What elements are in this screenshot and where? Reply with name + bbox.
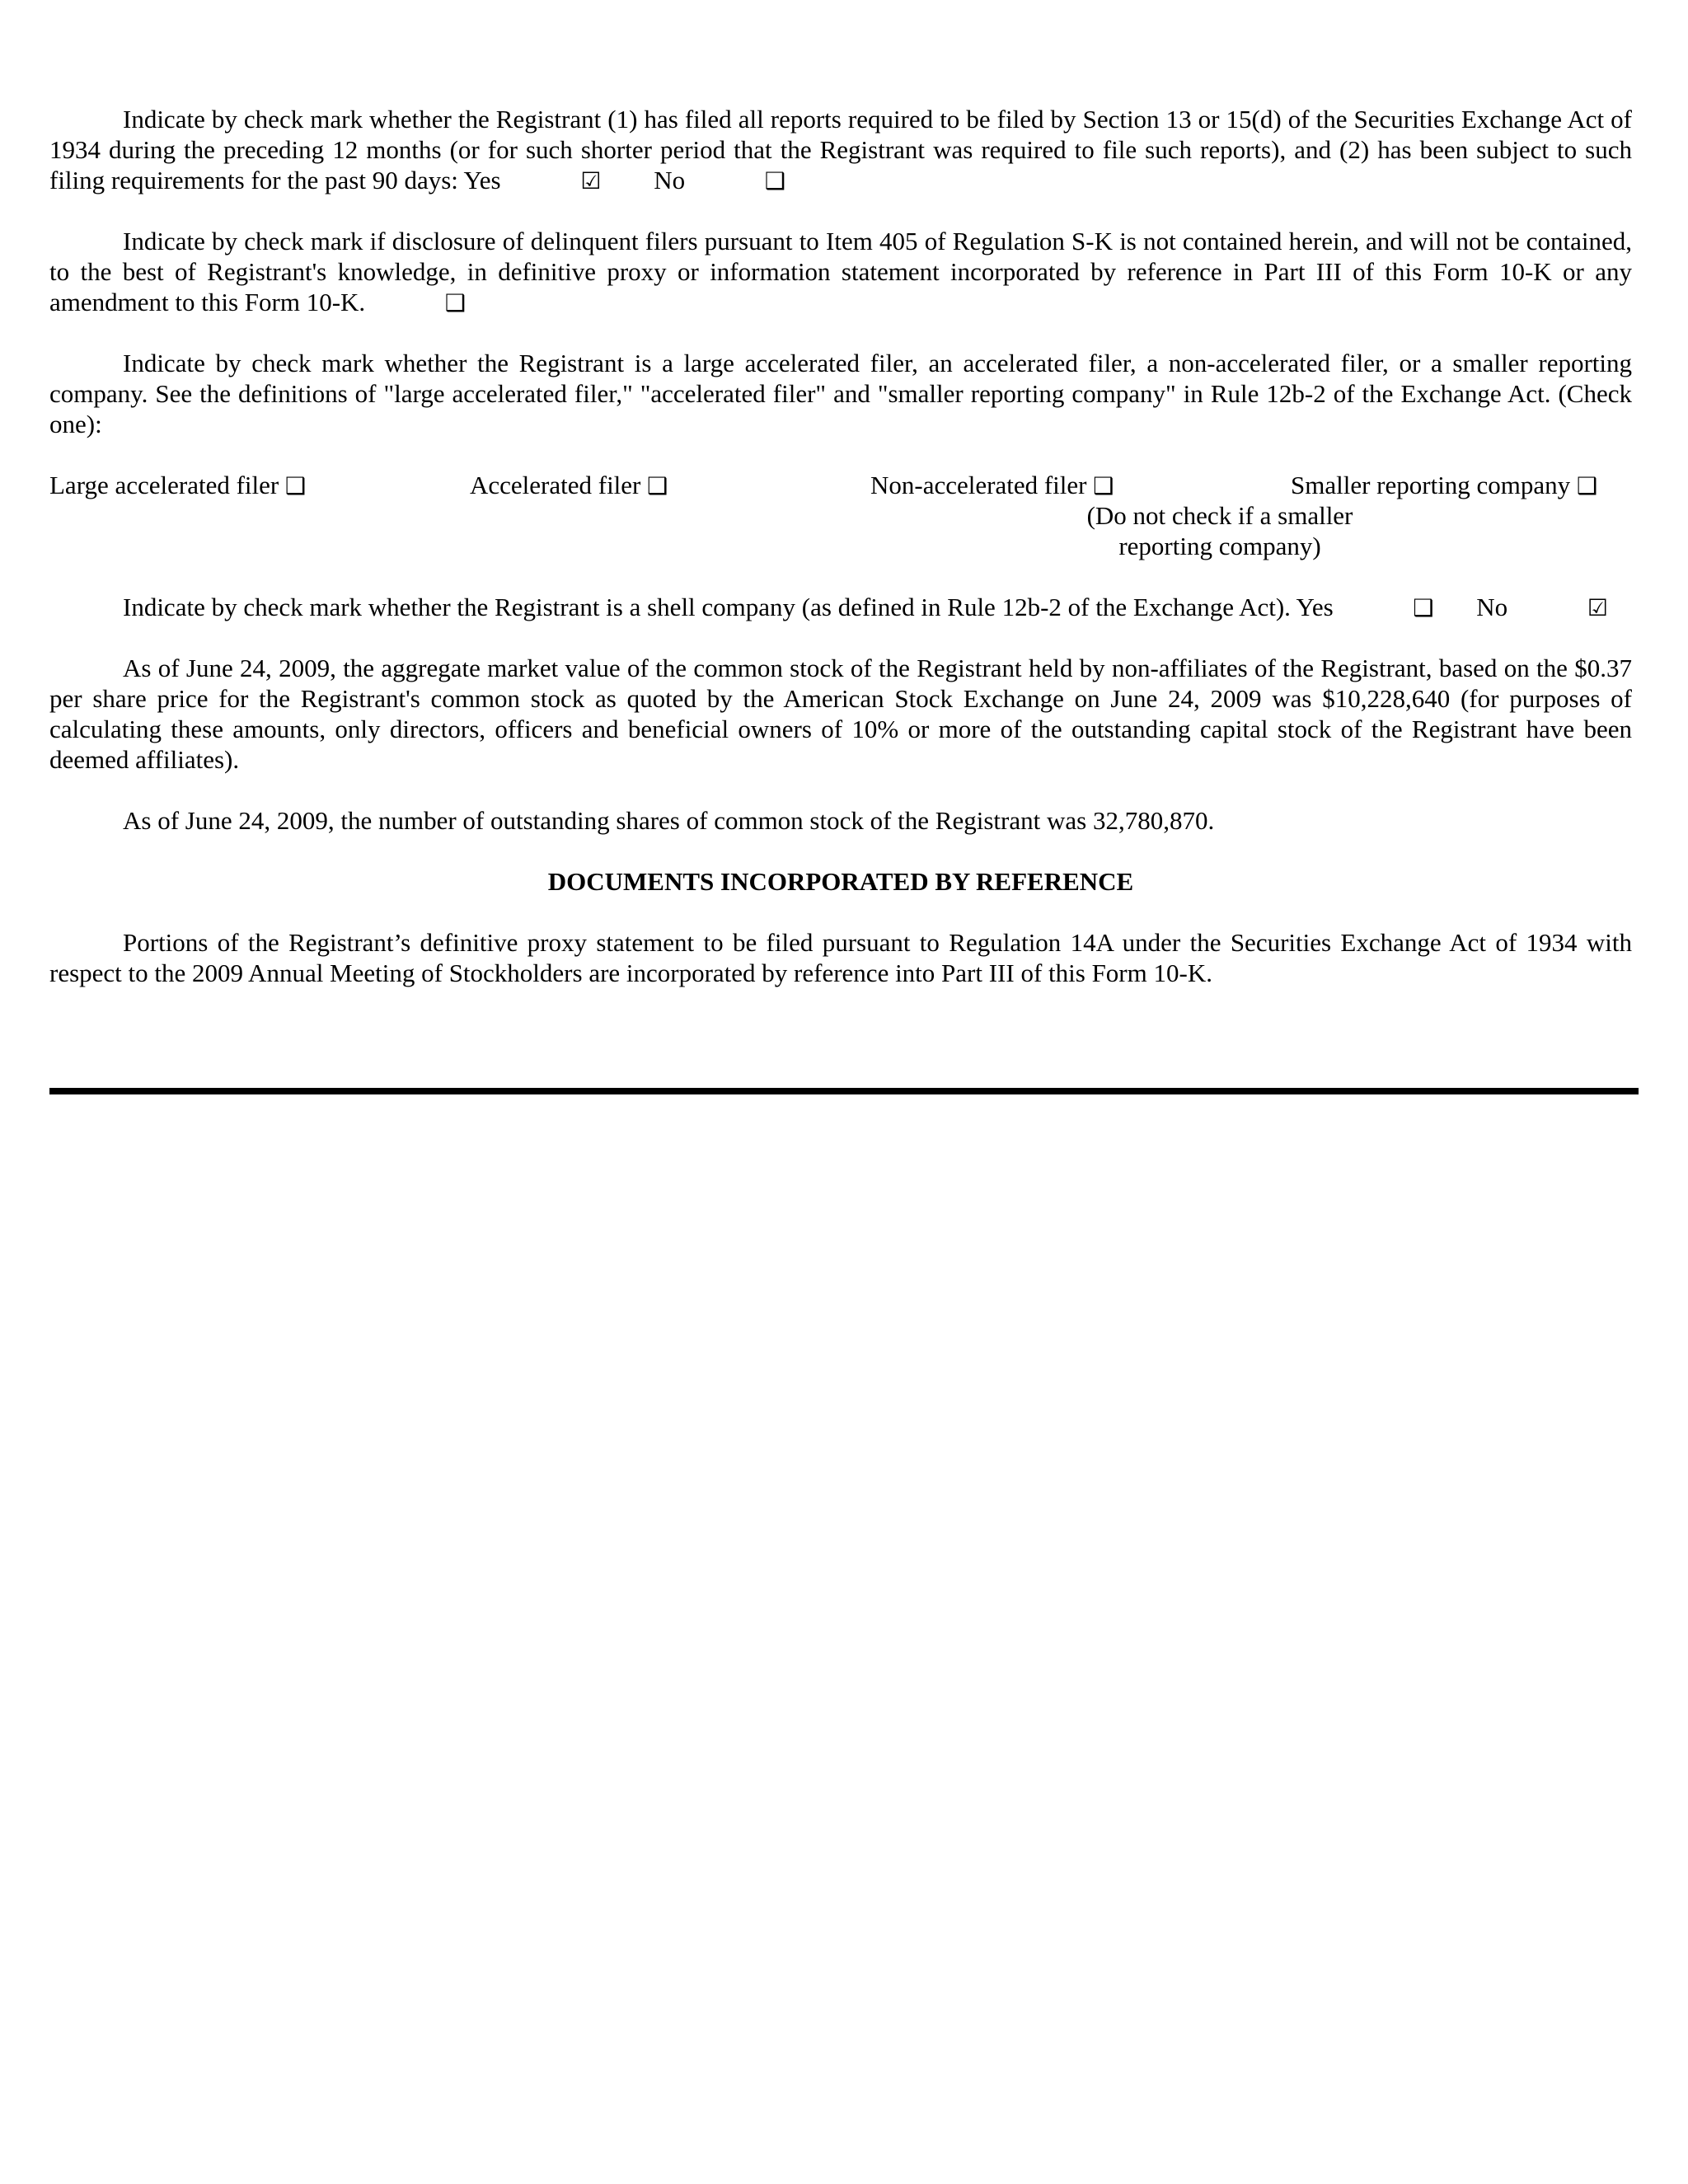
reports-filed-no-checkbox-icon[interactable]: ❑ bbox=[764, 167, 785, 194]
large-accelerated-filer-checkbox-icon[interactable]: ❑ bbox=[284, 472, 307, 499]
shell-company-no-checkbox-icon[interactable]: ☑ bbox=[1587, 594, 1608, 621]
filer-status-options bbox=[49, 470, 1632, 561]
outstanding-shares-paragraph bbox=[49, 805, 1632, 836]
market-value-text: As of June 24, 2009, the aggregate market value of the common stock of the Registrant held by non-affiliates of the Registrant, based on the $0.37 per share price for the Registrant's common stock as quoted by the American Stock Exchange on June 24, 2009 was $10,228,640 (for purposes of calculating these amounts, only directors, officers and beneficial owners of 10% or more of the outstanding capital stock of the Registrant have been deemed affiliates). bbox=[49, 654, 1632, 774]
reports-filed-text: Indicate by check mark whether the Registrant (1) has filed all reports required to be filed by Section 13 or 15(d) of the Securities Exchange Act of 1934 during the preceding 12 months (or for such shorter period that the Registrant was required to file such reports), and (2) has been subject to such filing requirements for the past 90 days: bbox=[49, 105, 1632, 194]
outstanding-shares-text: As of June 24, 2009, the number of outstanding shares of common stock of the Registrant was 32,780,870. bbox=[123, 806, 1215, 835]
non-accelerated-filer-checkbox-icon[interactable]: ❑ bbox=[1093, 472, 1114, 499]
non-accelerated-filer-option[interactable] bbox=[870, 470, 1114, 500]
delinquent-filers-paragraph bbox=[49, 226, 1632, 317]
section-divider-rule bbox=[49, 1088, 1639, 1094]
shell-company-no-label: No bbox=[1476, 593, 1508, 621]
accelerated-filer-checkbox-icon[interactable]: ❑ bbox=[647, 472, 668, 499]
form-10k-cover-continued bbox=[49, 104, 1632, 1019]
reports-filed-yes-label: Yes bbox=[463, 166, 501, 194]
documents-incorporated-paragraph bbox=[49, 927, 1632, 988]
reports-filed-yes-checkbox-icon[interactable]: ☑ bbox=[580, 167, 602, 194]
delinquent-filers-checkbox-icon[interactable]: ❑ bbox=[444, 289, 467, 316]
shell-company-yes-checkbox-icon[interactable]: ❑ bbox=[1413, 594, 1434, 621]
non-accelerated-filer-note: (Do not check if a smaller reporting company) bbox=[1086, 501, 1353, 560]
documents-incorporated-heading: DOCUMENTS INCORPORATED BY REFERENCE bbox=[547, 867, 1134, 896]
large-accelerated-filer-option[interactable] bbox=[49, 470, 306, 500]
smaller-reporting-company-checkbox-icon[interactable]: ❑ bbox=[1576, 472, 1598, 499]
smaller-reporting-company-option[interactable] bbox=[1291, 470, 1597, 500]
large-accelerated-filer-label: Large accelerated filer bbox=[49, 471, 279, 499]
delinquent-filers-text: Indicate by check mark if disclosure of delinquent filers pursuant to Item 405 of Regulation S-K is not contained herein, and will not be contained, to the best of Registrant's knowledge, in definitive proxy or information statement incorporated by reference in Part III of this Form 10-K or any amendment to this Form 10-K. bbox=[49, 227, 1632, 316]
filer-status-text: Indicate by check mark whether the Registrant is a large accelerated filer, an accelerated filer, a non-accelerated filer, or a smaller reporting company. See the definitions of "large accelerated filer," "accelerated filer" and "smaller reporting company" in Rule 12b-2 of the Exchange Act. (Check one): bbox=[49, 349, 1632, 438]
smaller-reporting-company-label: Smaller reporting company bbox=[1291, 471, 1571, 499]
accelerated-filer-label: Accelerated filer bbox=[470, 471, 641, 499]
market-value-paragraph bbox=[49, 653, 1632, 775]
non-accelerated-filer-label: Non-accelerated filer bbox=[870, 471, 1087, 499]
reports-filed-paragraph bbox=[49, 104, 1632, 195]
accelerated-filer-option[interactable] bbox=[470, 470, 668, 500]
shell-company-paragraph bbox=[49, 592, 1632, 622]
shell-company-text: Indicate by check mark whether the Registrant is a shell company (as defined in Rule 12b-2 of the Exchange Act). bbox=[123, 593, 1291, 621]
documents-incorporated-text: Portions of the Registrant’s definitive proxy statement to be filed pursuant to Regulation 14A under the Securities Exchange Act of 1934 with respect to the 2009 Annual Meeting of Stockholders are incorporated by reference into Part III of this Form 10-K. bbox=[49, 928, 1632, 987]
filer-status-paragraph bbox=[49, 348, 1632, 439]
shell-company-yes-label: Yes bbox=[1296, 593, 1334, 621]
reports-filed-no-label: No bbox=[654, 166, 686, 194]
